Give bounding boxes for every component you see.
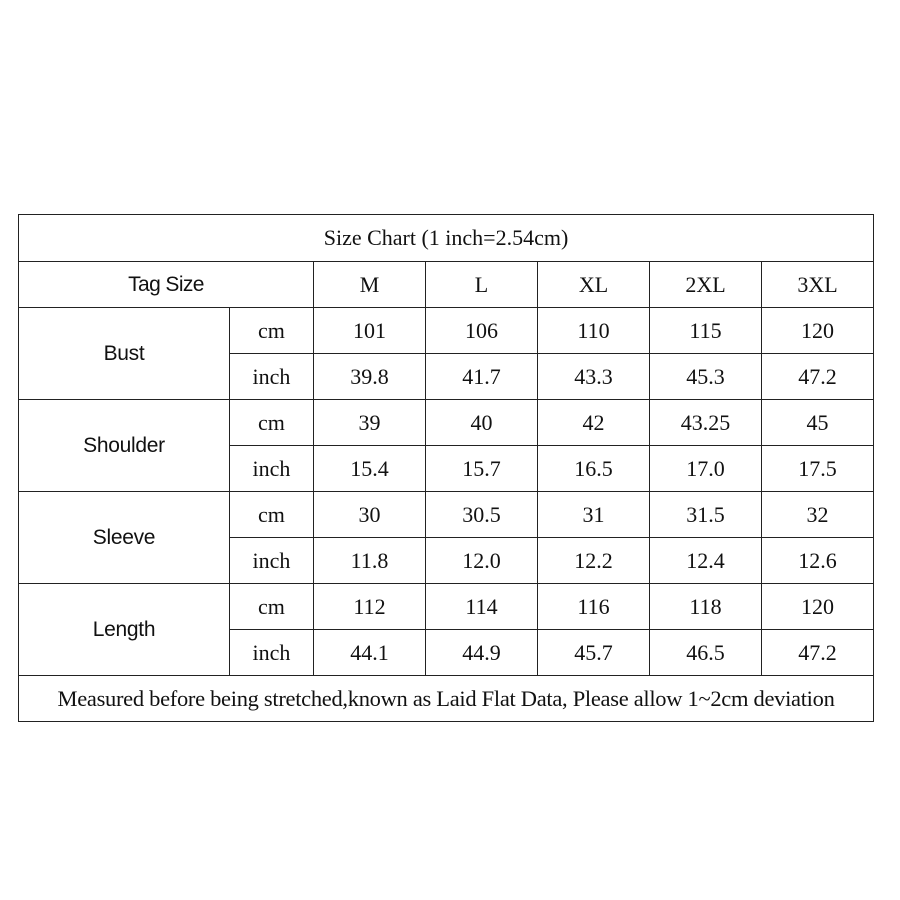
measurement-name-shoulder: Shoulder <box>19 400 230 492</box>
value-cell: 32 <box>762 492 874 538</box>
value-cell: 31.5 <box>650 492 762 538</box>
value-cell: 44.9 <box>426 630 538 676</box>
value-cell: 12.4 <box>650 538 762 584</box>
value-cell: 47.2 <box>762 630 874 676</box>
length-cm-row <box>19 584 874 630</box>
size-header-row <box>19 262 874 308</box>
value-cell: 45 <box>762 400 874 446</box>
measurement-name-sleeve: Sleeve <box>19 492 230 584</box>
value-cell: 30.5 <box>426 492 538 538</box>
value-cell: 101 <box>314 308 426 354</box>
unit-label: cm <box>230 584 314 630</box>
value-cell: 42 <box>538 400 650 446</box>
bust-cm-row <box>19 308 874 354</box>
value-cell: 39.8 <box>314 354 426 400</box>
size-header-3xl: 3XL <box>762 262 874 308</box>
value-cell: 40 <box>426 400 538 446</box>
measurement-name-length: Length <box>19 584 230 676</box>
value-cell: 12.2 <box>538 538 650 584</box>
unit-label: inch <box>230 446 314 492</box>
value-cell: 17.0 <box>650 446 762 492</box>
value-cell: 114 <box>426 584 538 630</box>
unit-label: inch <box>230 354 314 400</box>
size-header-m: M <box>314 262 426 308</box>
measurement-name-bust: Bust <box>19 308 230 400</box>
unit-label: inch <box>230 630 314 676</box>
unit-label: cm <box>230 492 314 538</box>
value-cell: 106 <box>426 308 538 354</box>
value-cell: 115 <box>650 308 762 354</box>
value-cell: 16.5 <box>538 446 650 492</box>
size-header-xl: XL <box>538 262 650 308</box>
value-cell: 12.0 <box>426 538 538 584</box>
value-cell: 45.7 <box>538 630 650 676</box>
tag-size-label: Tag Size <box>19 262 314 308</box>
value-cell: 43.25 <box>650 400 762 446</box>
unit-label: inch <box>230 538 314 584</box>
value-cell: 43.3 <box>538 354 650 400</box>
value-cell: 46.5 <box>650 630 762 676</box>
value-cell: 15.7 <box>426 446 538 492</box>
value-cell: 39 <box>314 400 426 446</box>
value-cell: 30 <box>314 492 426 538</box>
value-cell: 45.3 <box>650 354 762 400</box>
value-cell: 118 <box>650 584 762 630</box>
unit-label: cm <box>230 308 314 354</box>
value-cell: 17.5 <box>762 446 874 492</box>
value-cell: 12.6 <box>762 538 874 584</box>
size-chart-table <box>18 214 874 722</box>
value-cell: 11.8 <box>314 538 426 584</box>
measurement-footnote: Measured before being stretched,known as Laid Flat Data, Please allow 1~2cm deviation <box>19 676 874 722</box>
unit-label: cm <box>230 400 314 446</box>
value-cell: 41.7 <box>426 354 538 400</box>
value-cell: 110 <box>538 308 650 354</box>
size-header-2xl: 2XL <box>650 262 762 308</box>
size-chart-title: Size Chart (1 inch=2.54cm) <box>19 215 874 262</box>
value-cell: 31 <box>538 492 650 538</box>
sleeve-cm-row <box>19 492 874 538</box>
value-cell: 120 <box>762 584 874 630</box>
value-cell: 120 <box>762 308 874 354</box>
value-cell: 47.2 <box>762 354 874 400</box>
value-cell: 15.4 <box>314 446 426 492</box>
value-cell: 44.1 <box>314 630 426 676</box>
shoulder-cm-row <box>19 400 874 446</box>
size-header-l: L <box>426 262 538 308</box>
value-cell: 112 <box>314 584 426 630</box>
value-cell: 116 <box>538 584 650 630</box>
